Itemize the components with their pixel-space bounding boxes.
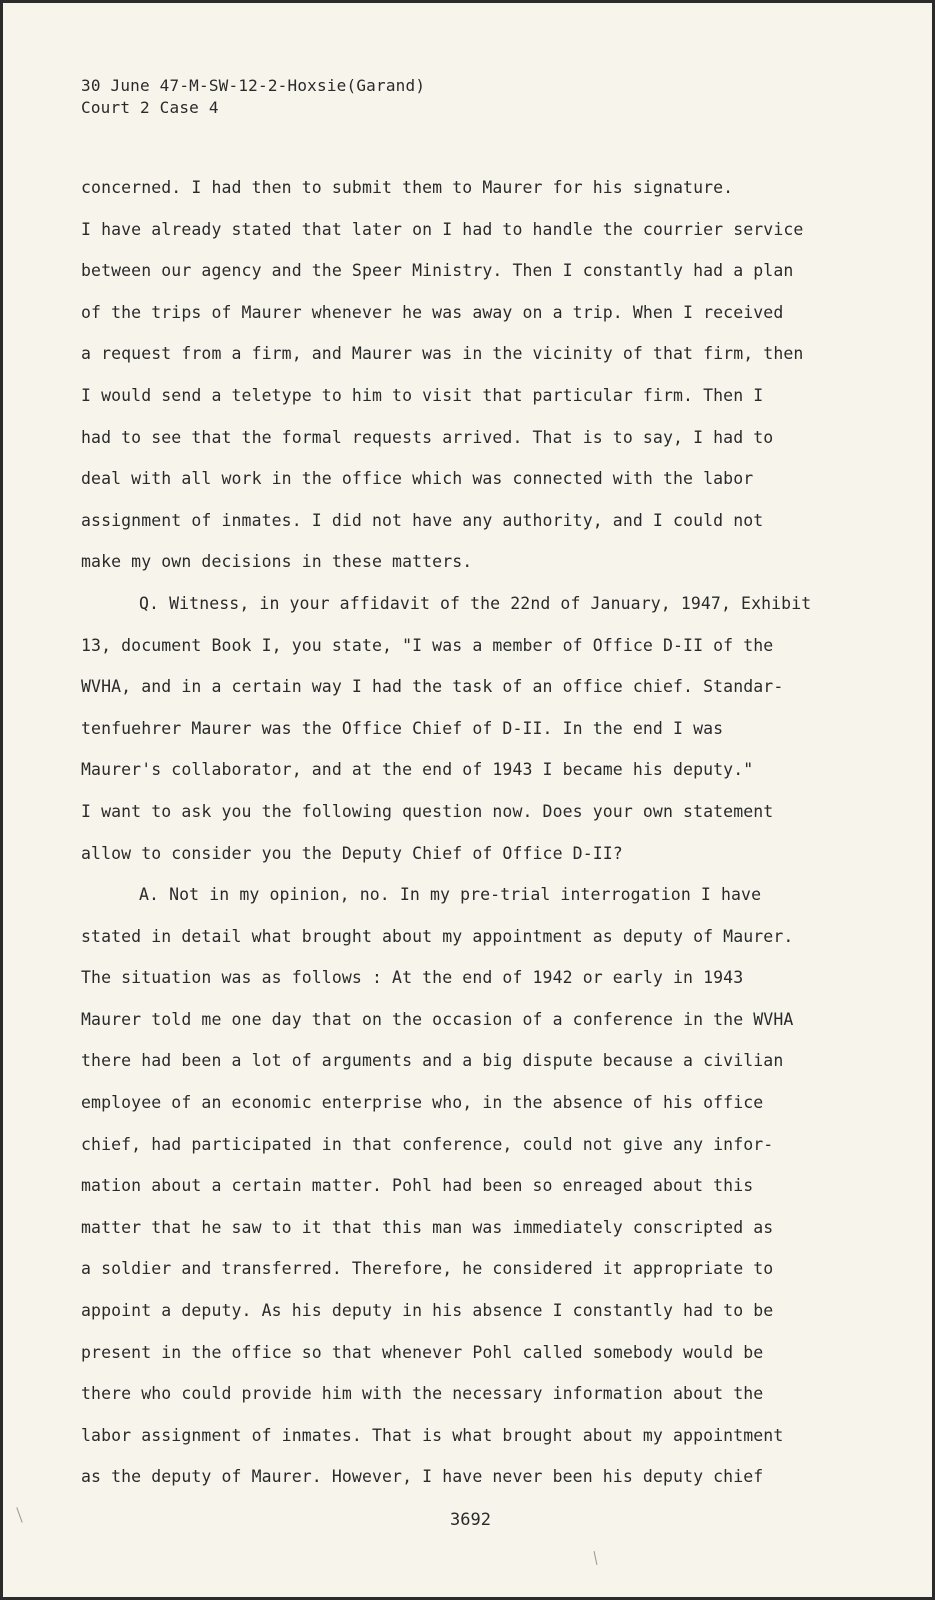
transcript-line: as the deputy of Maurer. However, I have never been his deputy chief [81, 1467, 764, 1487]
transcript-line: deal with all work in the office which was connected with the labor [81, 469, 754, 489]
page-number: 3692 [450, 1510, 491, 1530]
transcript-line: The situation was as follows : At the end of 1942 or early in 1943 [81, 968, 744, 988]
answer-line: A. Not in my opinion, no. In my pre-trial interrogation I have [139, 885, 762, 905]
transcript-line: there had been a lot of arguments and a big dispute because a civilian [81, 1051, 784, 1071]
transcript-line: labor assignment of inmates. That is what brought about my appointment [81, 1425, 784, 1445]
transcript-line: present in the office so that whenever Pohl called somebody would be [81, 1342, 764, 1362]
transcript-line: appoint a deputy. As his deputy in his absence I constantly had to be [81, 1301, 774, 1321]
header-trial-reference: 30 June 47-M-SW-12-2-Hoxsie(Garand) [81, 76, 426, 95]
transcript-line: tenfuehrer Maurer was the Office Chief of D-II. In the end I was [81, 718, 724, 738]
transcript-line: make my own decisions in these matters. [81, 552, 473, 572]
transcript-line: 13, document Book I, you state, "I was a member of Office D-II of the [81, 635, 774, 655]
transcript-line: had to see that the formal requests arrived. That is to say, I had to [81, 427, 774, 447]
transcript-line: allow to consider you the Deputy Chief of Office D-II? [81, 843, 623, 863]
transcript-line: Maurer told me one day that on the occasion of a conference in the WVHA [81, 1009, 794, 1029]
transcript-line: I would send a teletype to him to visit that particular firm. Then I [81, 385, 764, 405]
transcript-line: employee of an economic enterprise who, in the absence of his office [81, 1093, 764, 1113]
transcript-line: between our agency and the Speer Ministry. Then I constantly had a plan [81, 261, 794, 281]
paper-mark [594, 1551, 598, 1565]
transcript-line: chief, had participated in that conference, could not give any infor- [81, 1134, 774, 1154]
transcript-line: Maurer's collaborator, and at the end of 1943 I became his deputy." [81, 760, 754, 780]
question-line: Q. Witness, in your affidavit of the 22nd of January, 1947, Exhibit [139, 593, 812, 613]
transcript-line: there who could provide him with the necessary information about the [81, 1384, 764, 1404]
transcript-line: assignment of inmates. I did not have any authority, and I could not [81, 510, 764, 530]
transcript-line: matter that he saw to it that this man was immediately conscripted as [81, 1217, 774, 1237]
transcript-line: WVHA, and in a certain way I had the task of an office chief. Standar- [81, 677, 784, 697]
header-court-case: Court 2 Case 4 [81, 98, 219, 117]
transcript-line: of the trips of Maurer whenever he was away on a trip. When I received [81, 302, 784, 322]
transcript-line: concerned. I had then to submit them to Maurer for his signature. [81, 178, 734, 197]
transcript-line: I have already stated that later on I had to handle the courrier service [81, 219, 804, 239]
transcript-line: mation about a certain matter. Pohl had been so enreaged about this [81, 1176, 754, 1196]
transcript-line: I want to ask you the following question now. Does your own statement [81, 801, 774, 821]
transcript-line: a request from a firm, and Maurer was in the vicinity of that firm, then [81, 344, 804, 364]
transcript-body [81, 177, 851, 1508]
transcript-line: stated in detail what brought about my appointment as deputy of Maurer. [81, 926, 794, 946]
document-header [81, 75, 425, 119]
transcript-line: a soldier and transferred. Therefore, he considered it appropriate to [81, 1259, 774, 1279]
